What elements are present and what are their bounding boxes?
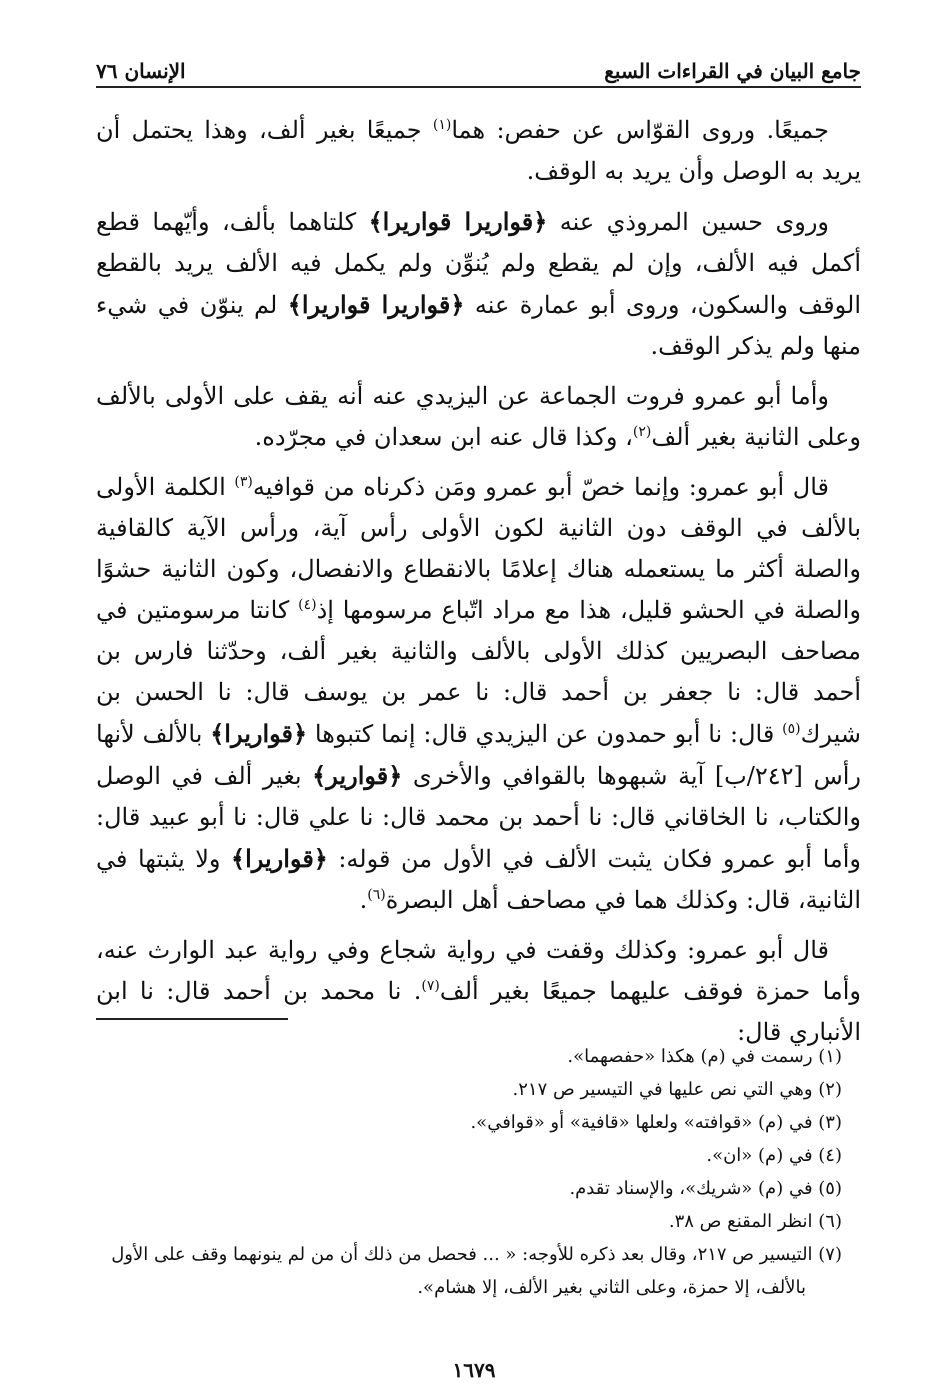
text-segment: وأما أبو عمرو فروت الجماعة عن اليزيدي عنه أنه يقف على الأولى بالألف وعلى الثانية بغير ألف (96, 382, 861, 451)
footnote-marker: (١) (432, 117, 452, 133)
book-title: جامع البيان في القراءات السبع (604, 59, 861, 83)
text-segment: . نا محمد بن أحمد قال: نا ابن الأنباري قال: (96, 977, 861, 1046)
footnotes (96, 1040, 850, 1304)
running-header (96, 50, 861, 88)
text-segment: جميعًا. وروى القوّاس عن حفص: هما (451, 116, 829, 144)
text-segment: لم ينوّن في شيء منها ولم يذكر الوقف. (96, 291, 861, 360)
footnote-marker: (٥) (782, 721, 801, 737)
footnote: (١) رسمت في (م) هكذا «حفصهما». (567, 1046, 842, 1067)
text-segment: كلتاهما بألف، وأيّهما قطع أكمل فيه الألف، وإن لم يقطع ولم يُنوِّن ولم يكمل فيه الألف يريد بالقطع الوقف والسكون، وروى أبو عمارة عنه (96, 208, 862, 319)
surah-label: الإنسان ٧٦ (96, 59, 186, 83)
text-segment: الكلمة الأولى بالألف في الوقف دون الثانية لكون الأولى رأس آية، ورأس الآية كالقافية والصلة أكثر ما يستعمله هناك إعلامًا بالانقطاع والانفصال، وكون الثانية حشوًا والصلة في الحشو قليل، هذا مع مراد اتّباع مرسومها إذ (96, 473, 861, 624)
quranic-word: ﴿قواريرا قواريرا﴾ (368, 207, 548, 236)
footnote: (٥) في (م) «شريك»، والإسناد تقدم. (569, 1178, 842, 1199)
footnote-marker: (٧) (421, 978, 440, 994)
quranic-word: ﴿قواريرا قواريرا﴾ (287, 290, 465, 319)
text-segment: بالألف لأنها رأس [٢٤٢/ب] آية شبهوها بالقوافي والأخرى (96, 720, 862, 790)
text-segment: ، وكذا قال عنه ابن سعدان في مجرّده. (254, 423, 633, 451)
footnote-marker: (٣) (234, 474, 253, 490)
paragraph (96, 110, 861, 192)
text-segment: . (359, 886, 368, 914)
page-number: ١٦٧٩ (452, 1358, 496, 1382)
quranic-word: ﴿قوارير﴾ (312, 761, 403, 790)
footnote: (٦) انظر المقنع ص ٣٨. (668, 1211, 842, 1232)
text-segment: قال أبو عمرو: وكذلك وقفت في رواية شجاع وفي رواية عبد الوارث عنه، وأما حمزة فوقف عليهما جميعًا بغير ألف (96, 936, 861, 1005)
footnote: (٤) في (م) «ان». (706, 1145, 842, 1166)
footnote-marker: (٦) (367, 887, 386, 903)
footnote: (٢) وهي التي نص عليها في التيسير ص ٢١٧. (512, 1079, 842, 1100)
footnote-marker: (٢) (632, 424, 652, 440)
quranic-word: ﴿قواريرا﴾ (210, 719, 308, 748)
paragraph (96, 467, 861, 921)
paragraph (96, 376, 861, 458)
footnote-marker: (٤) (298, 597, 317, 613)
text-segment: ولا يثبتها في الثانية، قال: وكذلك هما في مصاحف أهل البصرة (96, 845, 861, 914)
text-segment: بغير ألف في الوصل والكتاب، نا الخاقاني قال: نا أحمد بن محمد قال: نا علي قال: نا أبو عبيد قال: وأما أبو عمرو فكان يثبت الألف في الأول من قوله: (96, 762, 862, 873)
main-text (96, 110, 861, 1062)
quranic-word: ﴿قواريرا﴾ (231, 844, 328, 873)
text-segment: قال: نا أبو حمدون عن اليزيدي قال: إنما كتبوها (307, 720, 783, 748)
text-segment: وروى حسين المروذي عنه (547, 208, 829, 236)
paragraph (96, 930, 861, 1053)
footnote: (٧) التيسير ص ٢١٧، وقال بعد ذكره للأوجه: « ... فحصل من ذلك أن من لم ينونهما وقف على الأول بالألف، إلا حمزة، وعلى الثاني بغير الألف، إلا هشام». (111, 1244, 842, 1298)
paragraph (96, 201, 861, 367)
text-segment: قال أبو عمرو: وإنما خصّ أبو عمرو ومَن ذكرناه من قوافيه (252, 473, 829, 501)
text-segment: كانتا مرسومتين في مصاحف البصريين كذلك الأولى بالألف والثانية بغير ألف، وحدّثنا فارس بن أحمد قال: نا جعفر بن أحمد قال: نا عمر بن يوسف قال: نا الحسن بن شيرك (96, 596, 861, 748)
footnote: (٣) في (م) «قوافته» ولعلها «قافية» أو «قوافي». (470, 1112, 842, 1133)
text-segment: جميعًا بغير ألف، وهذا يحتمل أن يريد به الوصل وأن يريد به الوقف. (96, 116, 861, 185)
footnote-separator (96, 1018, 288, 1020)
